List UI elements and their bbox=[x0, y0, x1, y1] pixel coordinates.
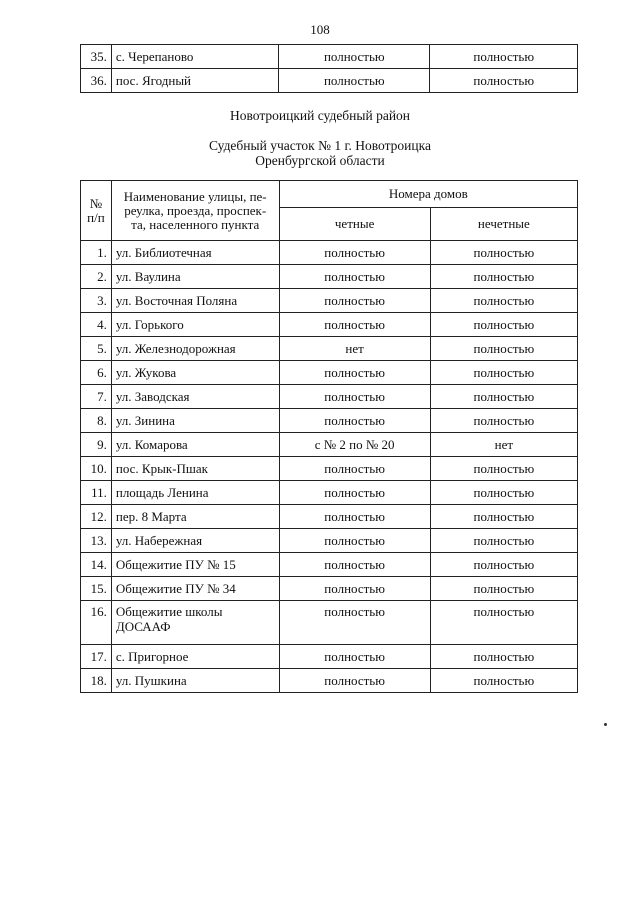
odd-houses: полностью bbox=[430, 69, 578, 93]
even-houses: полностью bbox=[279, 409, 430, 433]
even-houses: с № 2 по № 20 bbox=[279, 433, 430, 457]
header-even: четные bbox=[279, 208, 430, 241]
table-row bbox=[81, 69, 578, 93]
street-name: ул. Ваулина bbox=[111, 265, 279, 289]
odd-houses: полностью bbox=[430, 669, 577, 693]
row-number: 15. bbox=[81, 577, 112, 601]
even-houses: полностью bbox=[279, 645, 430, 669]
street-name: пос. Крык-Пшак bbox=[111, 457, 279, 481]
odd-houses: полностью bbox=[430, 289, 577, 313]
row-number: 35. bbox=[81, 45, 112, 69]
table-row bbox=[81, 505, 578, 529]
street-name: ул. Заводская bbox=[111, 385, 279, 409]
odd-houses: полностью bbox=[430, 529, 577, 553]
even-houses: полностью bbox=[279, 577, 430, 601]
table-row bbox=[81, 313, 578, 337]
street-name: ул. Восточная Поляна bbox=[111, 289, 279, 313]
row-number: 11. bbox=[81, 481, 112, 505]
table-row bbox=[81, 409, 578, 433]
row-number: 5. bbox=[81, 337, 112, 361]
header-name-line: реулка, проезда, проспек- bbox=[124, 202, 267, 218]
row-number: 18. bbox=[81, 669, 112, 693]
scan-speck bbox=[604, 723, 607, 726]
odd-houses: полностью bbox=[430, 385, 577, 409]
street-name: ул. Жукова bbox=[111, 361, 279, 385]
even-houses: полностью bbox=[279, 669, 430, 693]
even-houses: полностью bbox=[279, 69, 430, 93]
table-row bbox=[81, 457, 578, 481]
district-title: Новотроицкий судебный район bbox=[229, 108, 411, 123]
header-row bbox=[81, 181, 578, 208]
row-number: 8. bbox=[81, 409, 112, 433]
odd-houses: полностью bbox=[430, 505, 577, 529]
header-number bbox=[81, 181, 112, 241]
street-name: пер. 8 Марта bbox=[111, 505, 279, 529]
street-name-line: ДОСААФ bbox=[115, 619, 171, 634]
table-row bbox=[81, 645, 578, 669]
odd-houses: полностью bbox=[430, 601, 577, 645]
row-number: 10. bbox=[81, 457, 112, 481]
street-name: ул. Железнодорожная bbox=[111, 337, 279, 361]
street-name: ул. Комарова bbox=[111, 433, 279, 457]
odd-houses: полностью bbox=[430, 361, 577, 385]
locality-name: пос. Ягодный bbox=[111, 69, 278, 93]
header-name-line: та, населенного пункта bbox=[131, 216, 260, 232]
even-houses: нет bbox=[279, 337, 430, 361]
street-name: ул. Зинина bbox=[111, 409, 279, 433]
table-row bbox=[81, 601, 578, 645]
even-houses: полностью bbox=[279, 361, 430, 385]
page-number: 108 bbox=[310, 22, 330, 37]
even-houses: полностью bbox=[279, 241, 430, 265]
table-row bbox=[81, 289, 578, 313]
table-row bbox=[81, 45, 578, 69]
street-name: Общежитие ПУ № 34 bbox=[111, 577, 279, 601]
row-number: 2. bbox=[81, 265, 112, 289]
header-name-line: Наименование улицы, пе- bbox=[123, 188, 267, 204]
continuation-table bbox=[80, 44, 578, 93]
table-row bbox=[81, 669, 578, 693]
row-number: 14. bbox=[81, 553, 112, 577]
table-row bbox=[81, 433, 578, 457]
odd-houses: полностью bbox=[430, 577, 577, 601]
odd-houses: полностью bbox=[430, 481, 577, 505]
street-name: ул. Пушкина bbox=[111, 669, 279, 693]
odd-houses: нет bbox=[430, 433, 577, 457]
street-name: ул. Библиотечная bbox=[111, 241, 279, 265]
street-name: ул. Набережная bbox=[111, 529, 279, 553]
street-name: с. Пригорное bbox=[111, 645, 279, 669]
table-row bbox=[81, 241, 578, 265]
table-row bbox=[81, 385, 578, 409]
even-houses: полностью bbox=[279, 505, 430, 529]
even-houses: полностью bbox=[279, 457, 430, 481]
header-odd: нечетные bbox=[430, 208, 577, 241]
odd-houses: полностью bbox=[430, 265, 577, 289]
odd-houses: полностью bbox=[430, 241, 577, 265]
street-name: площадь Ленина bbox=[111, 481, 279, 505]
row-number: 12. bbox=[81, 505, 112, 529]
row-number: 9. bbox=[81, 433, 112, 457]
odd-houses: полностью bbox=[430, 313, 577, 337]
row-number: 36. bbox=[81, 69, 112, 93]
row-number: 16. bbox=[81, 601, 112, 645]
even-houses: полностью bbox=[279, 313, 430, 337]
row-number: 1. bbox=[81, 241, 112, 265]
row-number: 13. bbox=[81, 529, 112, 553]
odd-houses: полностью bbox=[430, 645, 577, 669]
header-street-name bbox=[111, 181, 279, 241]
table-row bbox=[81, 481, 578, 505]
row-number: 7. bbox=[81, 385, 112, 409]
table-row bbox=[81, 553, 578, 577]
court-title: Судебный участок № 1 г. Новотроицка bbox=[209, 138, 431, 153]
header-number-line: п/п bbox=[87, 209, 105, 225]
even-houses: полностью bbox=[279, 45, 430, 69]
street-name: ул. Горького bbox=[111, 313, 279, 337]
header-number-line: № bbox=[89, 195, 103, 211]
even-houses: полностью bbox=[279, 601, 430, 645]
street-name-line: Общежитие школы bbox=[115, 604, 223, 619]
odd-houses: полностью bbox=[430, 337, 577, 361]
locality-name: с. Черепаново bbox=[111, 45, 278, 69]
table-row bbox=[81, 265, 578, 289]
odd-houses: полностью bbox=[430, 553, 577, 577]
even-houses: полностью bbox=[279, 385, 430, 409]
street-name: Общежитие ПУ № 15 bbox=[111, 553, 279, 577]
streets-table bbox=[80, 180, 578, 693]
row-number: 6. bbox=[81, 361, 112, 385]
odd-houses: полностью bbox=[430, 45, 578, 69]
table-row bbox=[81, 361, 578, 385]
odd-houses: полностью bbox=[430, 409, 577, 433]
row-number: 4. bbox=[81, 313, 112, 337]
row-number: 3. bbox=[81, 289, 112, 313]
even-houses: полностью bbox=[279, 553, 430, 577]
even-houses: полностью bbox=[279, 529, 430, 553]
table-row bbox=[81, 577, 578, 601]
even-houses: полностью bbox=[279, 289, 430, 313]
court-subtitle: Оренбургской области bbox=[255, 153, 385, 168]
header-house-numbers: Номера домов bbox=[279, 181, 577, 208]
street-name bbox=[111, 601, 279, 645]
even-houses: полностью bbox=[279, 481, 430, 505]
table-row bbox=[81, 337, 578, 361]
even-houses: полностью bbox=[279, 265, 430, 289]
row-number: 17. bbox=[81, 645, 112, 669]
table-row bbox=[81, 529, 578, 553]
odd-houses: полностью bbox=[430, 457, 577, 481]
